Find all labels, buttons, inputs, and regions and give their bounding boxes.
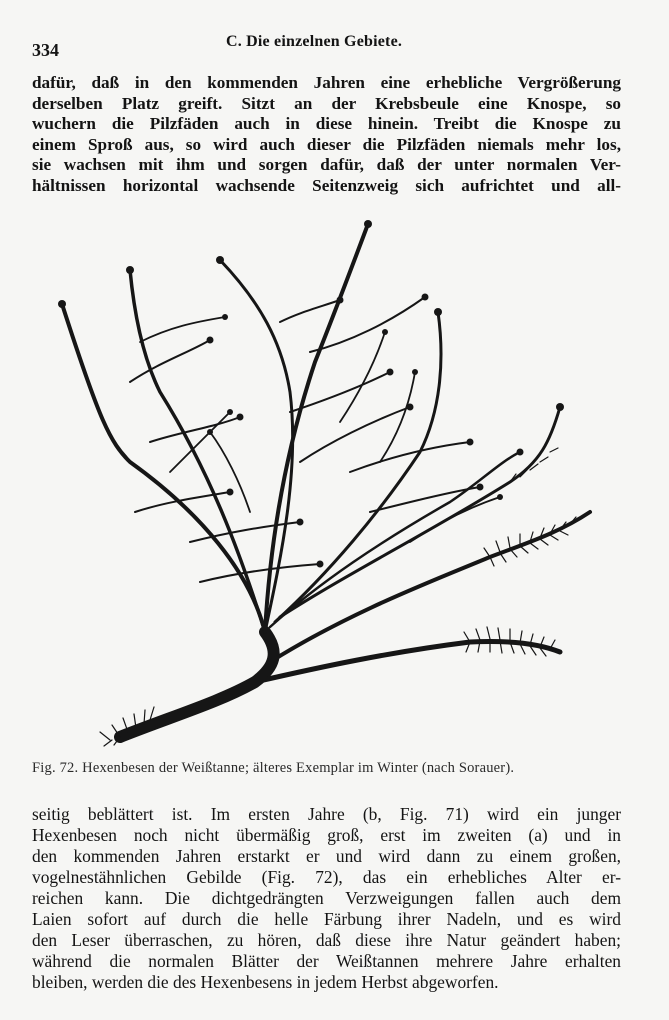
top-paragraph xyxy=(32,73,621,197)
witches-broom-figure xyxy=(50,212,610,752)
text-line: derselben Platz greift. Sitzt an der Krebsbeule eine Knospe, so xyxy=(32,93,621,113)
figure-caption: Fig. 72. Hexenbesen der Weißtanne; älteres Exemplar im Winter (nach Sorauer). xyxy=(32,760,515,776)
trunk xyxy=(120,632,274,737)
text-line: vogelnestähnlichen Gebilde (Fig. 72), das ein erhebliches Alter er- xyxy=(32,867,621,887)
lower-branch xyxy=(255,641,560,682)
text-line: wuchern die Pilzfäden auch in diese hinein. Treibt die Knospe zu xyxy=(32,114,621,134)
bottom-paragraph xyxy=(32,804,621,993)
text-line: einem Sproß aus, so wird auch dieser die Pilzfäden niemals mehr los, xyxy=(32,134,621,154)
text-line: seitig beblättert ist. Im ersten Jahre (b, Fig. 71) wird ein junger xyxy=(32,804,621,824)
text-line: reichen kann. Die dichtgedrängten Verzweigungen fallen auch dem xyxy=(32,888,621,908)
page-number: 334 xyxy=(32,40,59,60)
text-line: während die normalen Blätter der Weißtannen mehrere Jahre erhalten xyxy=(32,951,621,971)
text-line: bleiben, werden die des Hexenbesens in jedem Herbst abgeworfen. xyxy=(32,972,499,992)
running-head: C. Die einzelnen Gebiete. xyxy=(226,33,403,50)
text-line: sie wachsen mit ihm und sorgen dafür, daß der unter normalen Ver- xyxy=(32,155,621,175)
text-line: den kommenden Jahren erstarkt er und wird dann zu einem großen, xyxy=(32,846,621,866)
text-line: Laien sofort auf durch die helle Färbung ihrer Nadeln, und es wird xyxy=(32,909,621,929)
text-line: den Leser überraschen, zu hören, daß diese ihre Natur geändert haben; xyxy=(32,930,621,950)
text-line: dafür, daß in den kommenden Jahren eine erhebliche Vergrößerung xyxy=(32,73,621,92)
witches-broom-illustration xyxy=(50,212,610,752)
text-line: hältnissen horizontal wachsende Seitenzweig sich aufrichtet und all- xyxy=(32,175,621,195)
text-line: Hexenbesen noch nicht übermäßig groß, erst im zweiten (a) und in xyxy=(32,825,621,845)
